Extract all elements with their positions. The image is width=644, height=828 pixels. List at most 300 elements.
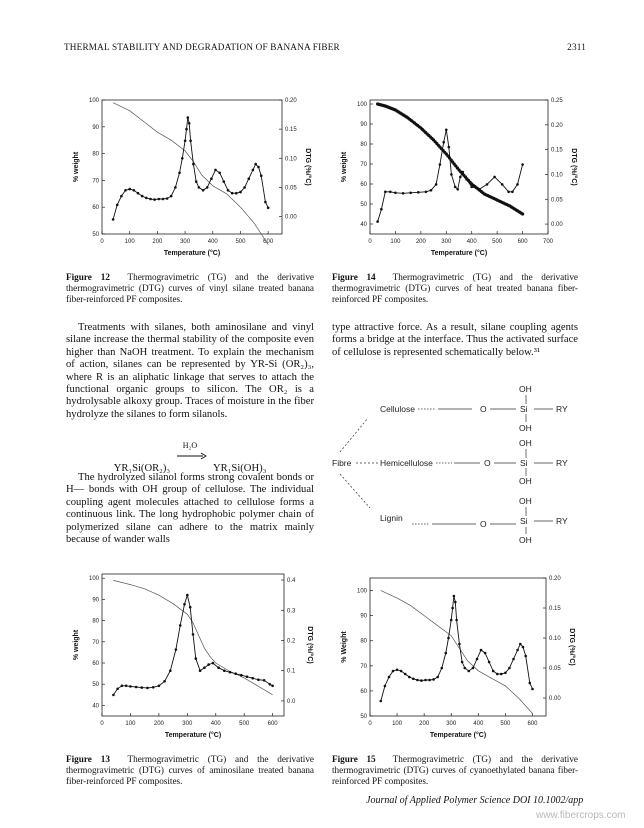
dtg-point (252, 169, 255, 172)
y-left-tick-label: 80 (360, 638, 367, 645)
dtg-point (464, 667, 467, 670)
dtg-point (396, 669, 399, 672)
dtg-point (112, 218, 115, 221)
dtg-point (271, 685, 274, 688)
dtg-point (428, 679, 431, 682)
y-left-tick-label: 80 (92, 618, 99, 625)
y-left-tick-label: 100 (88, 98, 99, 104)
dtg-point (456, 188, 459, 191)
x-tick-label: 0 (100, 721, 104, 727)
dtg-point (145, 197, 148, 200)
dtg-point (116, 688, 119, 691)
dtg-point (462, 171, 465, 174)
dtg-point (425, 191, 428, 194)
dtg-point (478, 188, 481, 191)
y-right-tick-label: 0.25 (551, 98, 563, 104)
scheme-o-1: O (480, 404, 487, 414)
dtg-point (183, 603, 186, 606)
figure-14-caption-text: Thermogravimetric (TG) and the derivative thermogravimetric (DTG) curves of heat treated banana fiber-reinforced PF composites. (332, 272, 579, 304)
dtg-point (181, 157, 184, 160)
dtg-curve (113, 118, 268, 220)
dtg-point (454, 601, 457, 604)
x-tick-label: 500 (235, 239, 246, 245)
y-right-axis-label: DTG (%/°C) (568, 628, 575, 666)
y-left-tick-label: 60 (92, 205, 99, 212)
dtg-point (243, 186, 246, 189)
dtg-point (389, 191, 392, 194)
dtg-point (179, 624, 182, 627)
dtg-point (121, 685, 124, 688)
y-left-tick-label: 100 (356, 102, 367, 108)
equation-arrow-label: H₂O (182, 441, 198, 450)
dtg-point (137, 192, 140, 195)
dtg-point (203, 666, 206, 669)
running-title: THERMAL STABILITY AND DEGRADATION OF BANANA FIBER (64, 42, 340, 52)
dtg-point (424, 679, 427, 682)
x-axis-label: Temperature (°C) (430, 250, 488, 257)
dtg-point (465, 178, 468, 181)
dtg-point (516, 183, 519, 186)
figure-14-chart (332, 84, 578, 260)
y-left-tick-label: 100 (356, 588, 367, 595)
y-right-tick-label: 0.20 (285, 98, 297, 104)
dtg-point (504, 672, 507, 675)
y-right-tick-label: 0.3 (287, 608, 296, 615)
x-tick-label: 500 (492, 239, 503, 245)
x-tick-label: 200 (152, 239, 163, 245)
dtg-point (170, 195, 173, 198)
figure-13-caption (66, 754, 314, 787)
x-tick-label: 600 (267, 721, 278, 727)
dtg-point (166, 197, 169, 200)
y-left-tick-label: 100 (88, 576, 99, 583)
dtg-point (158, 685, 161, 688)
x-tick-label: 300 (446, 721, 457, 727)
x-tick-label: 600 (263, 239, 274, 245)
dtg-point (158, 198, 161, 201)
scheme-ry-2: RY (556, 458, 568, 468)
y-right-tick-label: 0.4 (287, 578, 296, 585)
dtg-point (149, 198, 152, 201)
y-right-tick-label: 0.15 (549, 606, 561, 612)
scheme-ry-3: RY (556, 516, 568, 526)
dtg-point (189, 140, 192, 143)
figure-15-caption (332, 754, 578, 787)
y-left-tick-label: 70 (92, 639, 99, 646)
dtg-curve (113, 595, 272, 695)
figure-12-caption (66, 272, 314, 305)
figure-15-caption-text: Thermogravimetric (TG) and the derivative thermogravimetric (DTG) curves of cyanoethylated banana fiber-reinforced PF composites. (332, 754, 579, 786)
dtg-point (511, 191, 514, 194)
dtg-point (189, 606, 192, 609)
scheme-lignin: Lignin (380, 513, 403, 523)
scheme-oh-bottom-3: OH (519, 535, 532, 545)
x-tick-label: 500 (239, 721, 250, 727)
dtg-point (376, 220, 379, 223)
arrow-right-icon (177, 452, 207, 460)
dtg-point (380, 700, 383, 703)
plot-frame (370, 578, 546, 716)
dtg-point (188, 122, 191, 125)
dtg-point (417, 191, 420, 194)
x-tick-label: 0 (100, 239, 104, 245)
y-right-tick-label: 0.10 (549, 636, 561, 642)
y-right-tick-label: 0.05 (551, 197, 563, 204)
dtg-point (141, 686, 144, 689)
dtg-point (169, 669, 172, 672)
scheme-oh-bottom-1: OH (519, 423, 532, 433)
dtg-point (227, 189, 230, 192)
scheme-ry-1: RY (556, 404, 568, 414)
dtg-point (400, 670, 403, 673)
x-tick-label: 100 (392, 721, 403, 727)
dtg-point (223, 669, 226, 672)
figure-14-label: Figure 14 (332, 272, 376, 282)
y-right-tick-label: 0.20 (549, 576, 561, 582)
y-right-tick-label: 0.15 (551, 147, 563, 154)
dtg-point (175, 648, 178, 651)
y-right-tick-label: 0.00 (551, 222, 563, 229)
dtg-point (450, 619, 453, 622)
dtg-point (508, 667, 511, 670)
dtg-point (476, 658, 479, 661)
scheme-lower-branch (340, 474, 370, 508)
dtg-point (125, 685, 128, 688)
dtg-point (519, 643, 522, 646)
figure-15-label: Figure 15 (332, 754, 376, 764)
y-left-tick-label: 70 (360, 663, 367, 670)
scheme-hemicellulose: Hemicellulose (380, 458, 433, 468)
equation-reactant: YR₁Si(OR₂)₃ (113, 463, 171, 474)
scheme-oh-bottom-2: OH (519, 476, 532, 486)
x-tick-label: 400 (210, 721, 221, 727)
y-right-tick-label: 0.1 (287, 668, 296, 675)
dtg-point (153, 198, 156, 201)
x-tick-label: 500 (500, 721, 511, 727)
dtg-point (455, 619, 458, 622)
y-right-axis-label: DTG (%/°C) (304, 148, 311, 186)
scheme-oh-top-2: OH (519, 438, 532, 448)
paragraph-silanol: The hydrolyzed silanol forms strong covalent bonds or H— bonds with OH group of cellulose. The individual coupling agent molecules attached to cellulose forms a continuous link. The long hydrophobic polymer chain of polymerized silane can adhere to the matrix mainly because of wander walls (66, 472, 314, 546)
dtg-point (133, 189, 136, 192)
dtg-point (251, 677, 254, 680)
dtg-point (116, 204, 119, 207)
y-left-tick-label: 60 (360, 182, 367, 188)
dtg-point (129, 685, 132, 688)
x-axis-label: Temperature (°C) (163, 250, 221, 257)
dtg-point (239, 191, 242, 194)
dtg-point (212, 662, 215, 665)
x-tick-label: 600 (517, 239, 528, 245)
plot-frame (102, 100, 282, 234)
figure-12-caption-text: Thermogravimetric (TG) and the derivative thermogravimetric (DTG) curves of vinyl silane treated banana fiber-reinforced PF composites. (66, 272, 314, 304)
dtg-point (459, 176, 462, 179)
y-left-tick-label: 50 (360, 714, 367, 720)
dtg-point (198, 186, 201, 189)
dtg-point (441, 667, 444, 670)
dtg-point (186, 594, 189, 597)
dtg-point (412, 678, 415, 681)
y-right-tick-label: 0.0 (287, 698, 296, 705)
dtg-point (522, 646, 525, 649)
x-tick-label: 100 (390, 239, 401, 245)
watermark-text: www.fibercrops.com (536, 810, 626, 821)
dtg-point (404, 673, 407, 676)
dtg-point (257, 678, 260, 681)
y-left-axis-label: % weight (73, 629, 80, 661)
figure-13-label: Figure 13 (66, 754, 110, 764)
y-left-tick-label: 70 (360, 162, 367, 168)
dtg-point (380, 208, 383, 211)
x-tick-label: 300 (441, 239, 452, 245)
dtg-point (470, 186, 473, 189)
dtg-point (430, 189, 433, 192)
x-tick-label: 200 (415, 239, 426, 245)
dtg-point (453, 595, 456, 598)
scheme-oh-top-3: OH (519, 496, 532, 506)
scheme-cellulose: Cellulose (380, 404, 415, 414)
x-tick-label: 600 (527, 721, 538, 727)
y-left-tick-label: 60 (92, 661, 99, 668)
y-left-tick-label: 50 (92, 682, 99, 689)
dtg-point (192, 163, 195, 166)
dtg-point (486, 183, 489, 186)
y-left-tick-label: 50 (360, 202, 367, 208)
dtg-point (384, 191, 387, 194)
x-axis-label: Temperature (°C) (164, 732, 222, 739)
y-left-tick-label: 40 (360, 222, 367, 228)
x-tick-label: 400 (466, 239, 477, 245)
dtg-point (384, 685, 387, 688)
dtg-point (120, 195, 123, 198)
dtg-point (152, 686, 155, 689)
dtg-point (246, 675, 249, 678)
y-left-tick-label: 80 (92, 151, 99, 158)
scheme-o-2: O (484, 458, 491, 468)
dtg-point (192, 633, 195, 636)
dtg-point (435, 183, 438, 186)
dtg-point (516, 649, 519, 652)
dtg-point (493, 176, 496, 179)
dtg-point (199, 669, 202, 672)
dtg-point (500, 673, 503, 676)
scheme-oh-top-1: OH (519, 384, 532, 394)
dtg-point (223, 180, 226, 183)
left-column-text (66, 322, 314, 421)
x-tick-label: 400 (207, 239, 218, 245)
dtg-point (409, 192, 412, 195)
dtg-point (442, 141, 445, 144)
x-tick-label: 200 (419, 721, 430, 727)
dtg-point (529, 682, 532, 685)
dtg-point (447, 637, 450, 640)
dtg-point (408, 676, 411, 679)
y-left-tick-label: 90 (360, 613, 367, 620)
x-tick-label: 200 (153, 721, 164, 727)
y-left-tick-label: 70 (92, 178, 99, 185)
dtg-curve (381, 596, 533, 701)
dtg-point (174, 186, 177, 189)
dtg-point (392, 670, 395, 673)
y-right-tick-label: 0.00 (549, 696, 561, 702)
dtg-point (248, 177, 251, 180)
dtg-point (501, 183, 504, 186)
x-axis-label: Temperature (°C) (429, 732, 487, 739)
y-right-tick-label: 0.10 (551, 172, 563, 179)
x-tick-label: 100 (125, 721, 136, 727)
figure-12-label: Figure 12 (66, 272, 110, 282)
figure-12-chart (64, 84, 314, 260)
running-header (64, 42, 586, 56)
dtg-point (124, 189, 127, 192)
y-left-axis-label: % Weight (341, 631, 348, 663)
dtg-point (202, 189, 205, 192)
dtg-point (454, 186, 457, 189)
dtg-point (388, 676, 391, 679)
dtg-point (229, 671, 232, 674)
dtg-point (394, 192, 397, 195)
dtg-point (257, 166, 260, 169)
dtg-point (461, 661, 464, 664)
y-right-tick-label: 0.2 (287, 638, 296, 645)
y-right-tick-label: 0.10 (285, 156, 297, 163)
dtg-point (112, 694, 115, 697)
dtg-point (135, 686, 138, 689)
figure-13-caption-text: Thermogravimetric (TG) and the derivative thermogravimetric (DTG) curves of aminosilane treated banana fiber-reinforced PF composites. (66, 754, 314, 786)
dtg-point (195, 657, 198, 660)
dtg-point (439, 163, 442, 166)
scheme-si-2: Si (520, 458, 528, 468)
dtg-point (436, 676, 439, 679)
dtg-point (492, 670, 495, 673)
dtg-point (458, 643, 461, 646)
dtg-point (263, 679, 266, 682)
page-number: 2311 (567, 42, 586, 52)
plot-frame (102, 574, 284, 716)
dtg-point (146, 687, 149, 690)
dtg-point (178, 172, 181, 175)
journal-footer: Journal of Applied Polymer Science DOI 10.1002/app (366, 795, 584, 806)
x-tick-label: 0 (368, 721, 372, 727)
y-left-tick-label: 40 (92, 703, 99, 710)
dtg-point (206, 186, 209, 189)
dtg-curve (378, 130, 523, 222)
x-tick-label: 300 (182, 721, 193, 727)
scheme-si-1: Si (520, 404, 528, 414)
dtg-point (445, 129, 448, 132)
dtg-point (214, 169, 217, 172)
paragraph-attractive-force: type attractive force. As a result, silane coupling agents forms a bridge at the interface. Thus the activated surface of cellulose is represented schematically below.³¹ (332, 322, 578, 358)
dtg-point (484, 652, 487, 655)
y-left-tick-label: 90 (92, 124, 99, 131)
figure-14-caption (332, 272, 578, 305)
y-left-axis-label: % weight (341, 151, 348, 183)
dtg-point (448, 146, 451, 149)
dtg-point (260, 174, 263, 177)
scheme-upper-branch (340, 418, 368, 452)
y-right-tick-label: 0.05 (549, 666, 561, 672)
dtg-point (267, 207, 270, 210)
x-tick-label: 300 (180, 239, 191, 245)
dtg-point (207, 663, 210, 666)
paragraph-silanes: Treatments with silanes, both aminosilane and vinyl silane increase the thermal stability of the composite even higher than NaOH treatment. To explain the mechanism of action, silanes can be represented by YR-Si (OR₂)₃, where R is an aliphatic linkage that serves to attach the functional organic groups to silicon. The OR₂ is a hydrolysable alkoxy group. Traces of moisture in the fiber hydrolyze the silanes to form silanols. (66, 322, 314, 420)
equation-product: YR₁Si(OH)₃ (213, 463, 267, 474)
dtg-point (128, 188, 131, 191)
scheme-fibre: Fibre (332, 458, 352, 468)
dtg-point (217, 666, 220, 669)
dtg-point (195, 180, 198, 183)
dtg-point (450, 173, 453, 176)
dtg-point (480, 649, 483, 652)
left-column-text-2 (66, 472, 314, 546)
dtg-point (468, 670, 471, 673)
y-right-tick-label: 0.00 (285, 214, 297, 221)
dtg-point (185, 128, 188, 131)
right-column-text (332, 322, 578, 359)
figure-13-chart (64, 566, 314, 742)
dtg-point (235, 192, 238, 195)
dtg-point (187, 116, 190, 119)
dtg-point (416, 679, 419, 682)
dtg-point (141, 195, 144, 198)
scheme-o-3: O (480, 519, 487, 529)
y-left-axis-label: % weight (73, 151, 80, 183)
tg-curve (113, 103, 268, 245)
dtg-point (521, 163, 524, 166)
dtg-point (512, 658, 515, 661)
dtg-point (472, 667, 475, 670)
tg-curve (381, 591, 533, 714)
dtg-point (488, 661, 491, 664)
dtg-point (420, 679, 423, 682)
dtg-point (163, 680, 166, 683)
x-tick-label: 100 (124, 239, 135, 245)
dtg-point (218, 172, 221, 175)
y-right-tick-label: 0.20 (551, 122, 563, 129)
dtg-point (210, 177, 213, 180)
y-left-tick-label: 60 (360, 688, 367, 695)
y-right-tick-label: 0.15 (285, 127, 297, 134)
y-left-tick-label: 50 (92, 232, 99, 238)
dtg-point (254, 163, 257, 166)
dtg-point (240, 674, 243, 677)
silane-scheme (330, 380, 580, 550)
dtg-point (496, 673, 499, 676)
hydrolysis-equation (66, 441, 314, 474)
y-left-tick-label: 90 (92, 597, 99, 604)
y-left-tick-label: 80 (360, 142, 367, 148)
dtg-point (231, 192, 234, 195)
scheme-si-3: Si (520, 516, 528, 526)
x-tick-label: 700 (542, 239, 554, 245)
dtg-point (269, 683, 272, 686)
dtg-point (445, 652, 448, 655)
x-tick-label: 0 (368, 239, 372, 245)
dtg-point (451, 607, 454, 610)
dtg-point (531, 688, 534, 691)
dtg-point (162, 198, 165, 201)
dtg-point (507, 191, 510, 194)
tg-point (521, 212, 524, 215)
figure-15-chart (332, 566, 578, 742)
dtg-point (264, 201, 267, 204)
dtg-point (402, 192, 405, 195)
dtg-point (524, 655, 527, 658)
y-right-tick-label: 0.05 (285, 185, 297, 192)
dtg-point (184, 140, 187, 143)
y-right-axis-label: DTG (%/°C) (570, 148, 577, 186)
equation-arrow (177, 441, 207, 463)
